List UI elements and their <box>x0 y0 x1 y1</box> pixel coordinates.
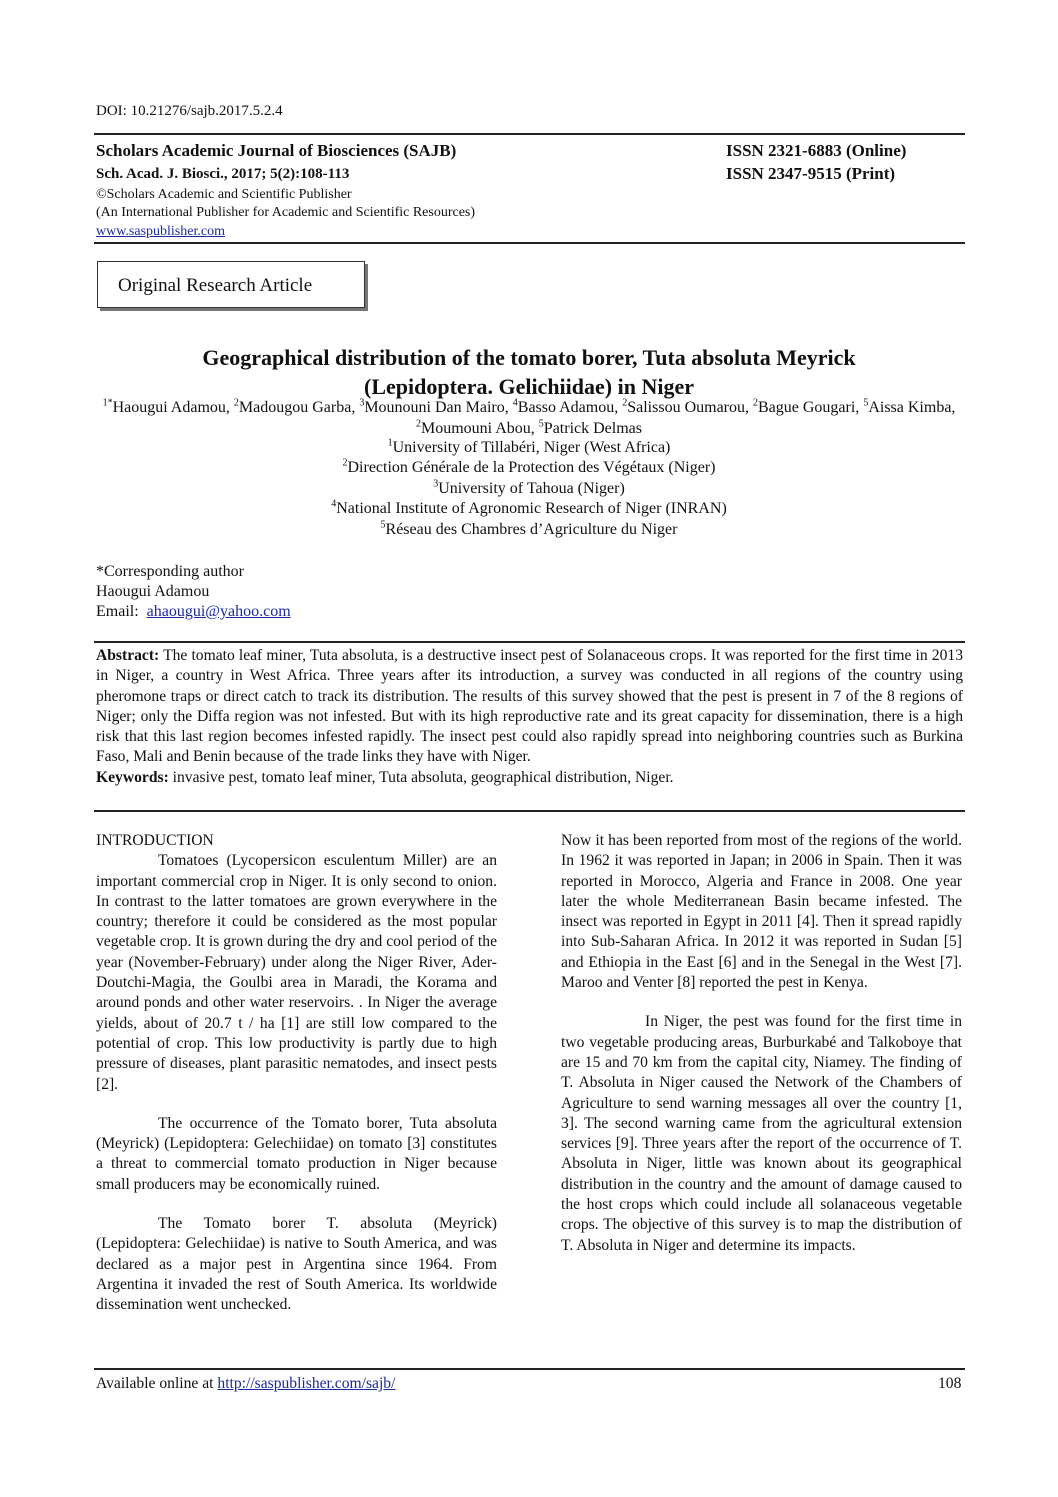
title-line-2: (Lepidoptera. Gelichiidae) in Niger <box>364 374 694 399</box>
corresponding-author-name: Haougui Adamou <box>96 583 210 600</box>
abstract-bottom-rule <box>94 810 965 812</box>
footer-available-label: Available online at <box>96 1375 218 1392</box>
paragraph: Tomatoes (Lycopersicon esculentum Miller) are an important commercial crop in Niger. It is only second to onion. In contrast to the latter tomatoes are grown everywhere in the country; therefore it could be considered as the most popular vegetable crop. It is grown during the dry and cool period of the year (November-February) under along the Niger River, Ader-Doutchi-Magia, the Goulbi area in Maradi, the Korama and around ponds and other water reservoirs. . In Niger the average yields, about of 20.7 t / ha [1] are still low compared to the potential of crop. This low productivity is partly due to high pressure of diseases, plant parasitic nematodes, and insect pests [2]. <box>96 852 497 1093</box>
citation: Sch. Acad. J. Biosci., 2017; 5(2):108-113 <box>96 166 350 182</box>
abstract-paragraph <box>96 646 963 768</box>
author: Haougui Adamou, <box>112 399 234 416</box>
affiliation-text: University of Tillabéri, Niger (West Africa) <box>392 439 671 456</box>
author-sup: 2 <box>753 397 758 409</box>
corresponding-author-block <box>96 562 291 622</box>
email-link[interactable]: ahaougui@yahoo.com <box>146 603 291 620</box>
article-type-box <box>97 261 365 308</box>
affiliation-2 <box>96 459 962 477</box>
keywords-paragraph <box>96 768 963 788</box>
paragraph: The Tomato borer T. absoluta (Meyrick) (Lepidoptera: Gelechiidae) is native to South America, and was declared as a major pest in Argentina since 1964. From Argentina it invaded the rest of South America. Its worldwide dissemination went unchecked. <box>96 1215 497 1314</box>
publisher-description: (An International Publisher for Academic and Scientific Resources) <box>96 205 476 220</box>
affiliation-sup: 1 <box>387 437 393 449</box>
author-sup: 3 <box>359 397 365 409</box>
affiliation-text: University of Tahoua (Niger) <box>438 480 625 497</box>
author-sup: 1* <box>102 397 113 409</box>
affiliation-text: Direction Générale de la Protection des Végétaux (Niger) <box>347 459 716 476</box>
author: Bague Gougari, <box>758 399 864 416</box>
author: Mounouni Dan Mairo, <box>364 399 513 416</box>
page-number: 108 <box>938 1375 962 1392</box>
author-sup: 2 <box>233 397 239 409</box>
affiliation-3 <box>96 480 962 498</box>
author: Basso Adamou, <box>517 399 623 416</box>
article-title <box>96 343 962 401</box>
author: Salissou Oumarou, <box>627 399 753 416</box>
author: Madougou Garba, <box>238 399 360 416</box>
publisher-website-link[interactable]: www.saspublisher.com <box>96 224 225 239</box>
right-column <box>561 831 962 1275</box>
author-list <box>96 397 962 439</box>
keywords-label: Keywords: <box>96 768 169 786</box>
introduction-heading: INTRODUCTION <box>96 832 214 849</box>
footer-availability <box>96 1375 395 1393</box>
email-label: Email: <box>96 603 139 620</box>
corresponding-author-email-row <box>96 602 291 622</box>
author: Moumouni Abou, <box>421 420 539 437</box>
footer-rule <box>94 1368 965 1370</box>
issn-print: ISSN 2347-9515 (Print) <box>726 164 896 183</box>
affiliation-5 <box>96 521 962 539</box>
issn-online: ISSN 2321-6883 (Online) <box>726 141 907 160</box>
doi: DOI: 10.21276/sajb.2017.5.2.4 <box>96 103 283 119</box>
article-type-label: Original Research Article <box>118 275 313 296</box>
corresponding-author-label: *Corresponding author <box>96 563 244 580</box>
header-top-rule <box>94 133 965 135</box>
affiliation-sup: 2 <box>342 457 348 469</box>
affiliation-text: National Institute of Agronomic Research of Niger (INRAN) <box>336 500 727 517</box>
abstract-label: Abstract: <box>96 647 160 664</box>
keywords-text: invasive pest, tomato leaf miner, Tuta absoluta, geographical distribution, Niger. <box>168 768 674 786</box>
left-column <box>96 831 497 1335</box>
paragraph: Now it has been reported from most of the regions of the world. In 1962 it was reported in Japan; in 2006 in Spain. Then it was reported in Morocco, Algeria and France in 2008. One year later the whole Mediterranean Basin became infested. The insect was reported in Egypt in 2011 [4]. Then it spread rapidly into Sub-Saharan Africa. In 2012 it was reported in Sudan [5] and Ethiopia in the East [6] and in the Senegal in the West [7]. Maroo and Venter [8] reported the pest in Kenya. <box>561 832 962 992</box>
author-sup: 4 <box>512 397 518 409</box>
author: Aissa Kimba, <box>868 399 956 416</box>
paragraph: The occurrence of the Tomato borer, Tuta absoluta (Meyrick) (Lepidoptera: Gelechiidae) on tomato [3] constitutes a threat to commercial tomato production in Niger because small producers may be economically ruined. <box>96 1114 497 1193</box>
author-sup: 5 <box>538 418 544 430</box>
publisher: ©Scholars Academic and Scientific Publisher <box>96 187 352 202</box>
affiliation-4 <box>96 500 962 518</box>
abstract <box>96 646 963 788</box>
affiliation-1 <box>96 439 962 457</box>
abstract-top-rule <box>94 641 965 643</box>
paragraph: In Niger, the pest was found for the first time in two vegetable producing areas, Burburkabé and Talkoboye that are 15 and 70 km from the capital city, Niamey. The finding of T. Absoluta in Niger caused the Network of the Chambers of Agriculture to send warning messages all over the country [1, 3]. The second warning came from the agricultural extension services [9]. Three years after the report of the occurrence of T. Absoluta in Niger, little was known about its geographical distribution in the country and the amount of damage caused to the host crops which could include all solanaceous vegetable crops. The objective of this survey is to map the distribution of T. Absoluta in Niger and determine its impacts. <box>561 1013 962 1254</box>
abstract-text: The tomato leaf miner, Tuta absoluta, is a destructive insect pest of Solanaceous crops. It was reported for the first time in 2013 in Niger, a country in West Africa. Three years after its introduction, a survey was conducted in all regions of the country using pheromone traps or direct catch to track its distribution. The results of this survey showed that the pest is present in 7 of the 8 regions of Niger; only the Diffa region was not infested. But with its high reproductive rate and its great capacity for dissemination, there is a high risk that this last region becomes infested rapidly. The insect pest could also rapidly spread into neighboring countries such as Burkina Faso, Mali and Benin because of the trade links they have with Niger. <box>96 647 963 766</box>
author-sup: 2 <box>416 418 421 430</box>
author-sup: 5 <box>863 397 869 409</box>
header-bottom-rule <box>94 242 965 244</box>
footer-url-link[interactable]: http://saspublisher.com/sajb/ <box>217 1375 396 1392</box>
journal-name: Scholars Academic Journal of Biosciences (SAJB) <box>96 141 457 160</box>
author-sup: 2 <box>622 397 628 409</box>
title-line-1: Geographical distribution of the tomato borer, Tuta absoluta Meyrick <box>202 345 856 370</box>
affiliation-sup: 4 <box>331 498 337 510</box>
affiliation-sup: 5 <box>380 519 386 531</box>
affiliation-text: Réseau des Chambres d’Agriculture du Niger <box>385 521 678 538</box>
affiliation-sup: 3 <box>433 478 439 490</box>
author: Patrick Delmas <box>543 420 642 437</box>
